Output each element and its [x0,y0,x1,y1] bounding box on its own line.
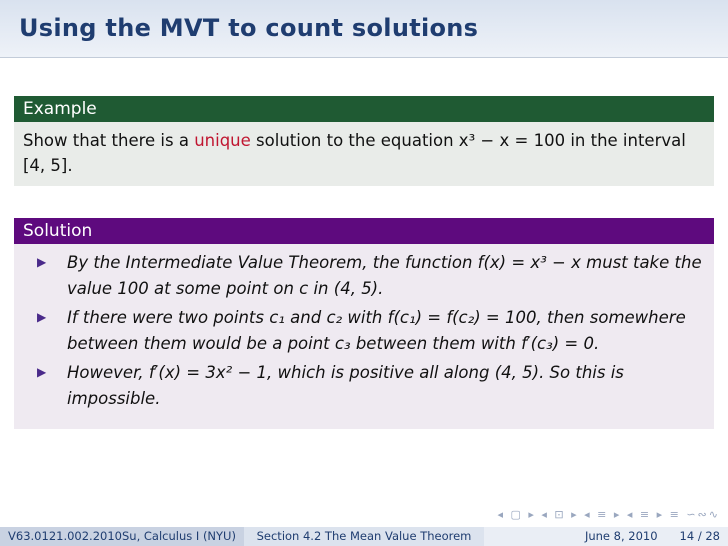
solution-body [14,244,714,429]
solution-heading: Solution [14,218,714,244]
solution-item-text: If there were two points c₁ and c₂ with f(c₁) = f(c₂) = 100, then somewhere between them would be a point c₃ between them with f′(c₃) = 0. [67,308,686,353]
bullet-icon: ▶ [37,365,47,379]
example-text-start: Show that there is a [23,131,195,150]
slide-title: Using the MVT to count solutions [19,14,479,42]
example-heading: Example [14,96,714,122]
footer-page-number: 14 / 28 [679,529,720,543]
example-block [14,96,714,186]
footer-section: Section 4.2 The Mean Value Theorem [244,527,484,546]
solution-block [14,218,714,429]
example-body [14,122,714,186]
footer-date: June 8, 2010 [584,529,658,543]
footer [0,527,728,546]
beamer-navigation-icons[interactable]: ◂ ▢ ▸ ◂ ⊡ ▸ ◂ ≡ ▸ ◂ ≡ ▸ ≡ ∽∾∿ [497,508,720,521]
example-text-end: solution to the equation x³ − x = 100 in the interval [4, 5]. [23,131,686,175]
bullet-icon: ▶ [37,255,47,269]
footer-course: V63.0121.002.2010Su, Calculus I (NYU) [0,527,244,546]
solution-item [23,250,705,301]
solution-list [23,250,705,411]
bullet-icon: ▶ [37,310,47,324]
solution-item [23,360,705,411]
footer-meta [484,527,728,546]
example-highlight-word: unique [194,131,251,150]
solution-item-text: By the Intermediate Value Theorem, the function f(x) = x³ − x must take the value 100 at some point on c in (4, 5). [67,253,702,298]
title-bar [0,0,728,58]
solution-item-text: However, f′(x) = 3x² − 1, which is positive all along (4, 5). So this is impossible. [67,363,624,408]
solution-item [23,305,705,356]
